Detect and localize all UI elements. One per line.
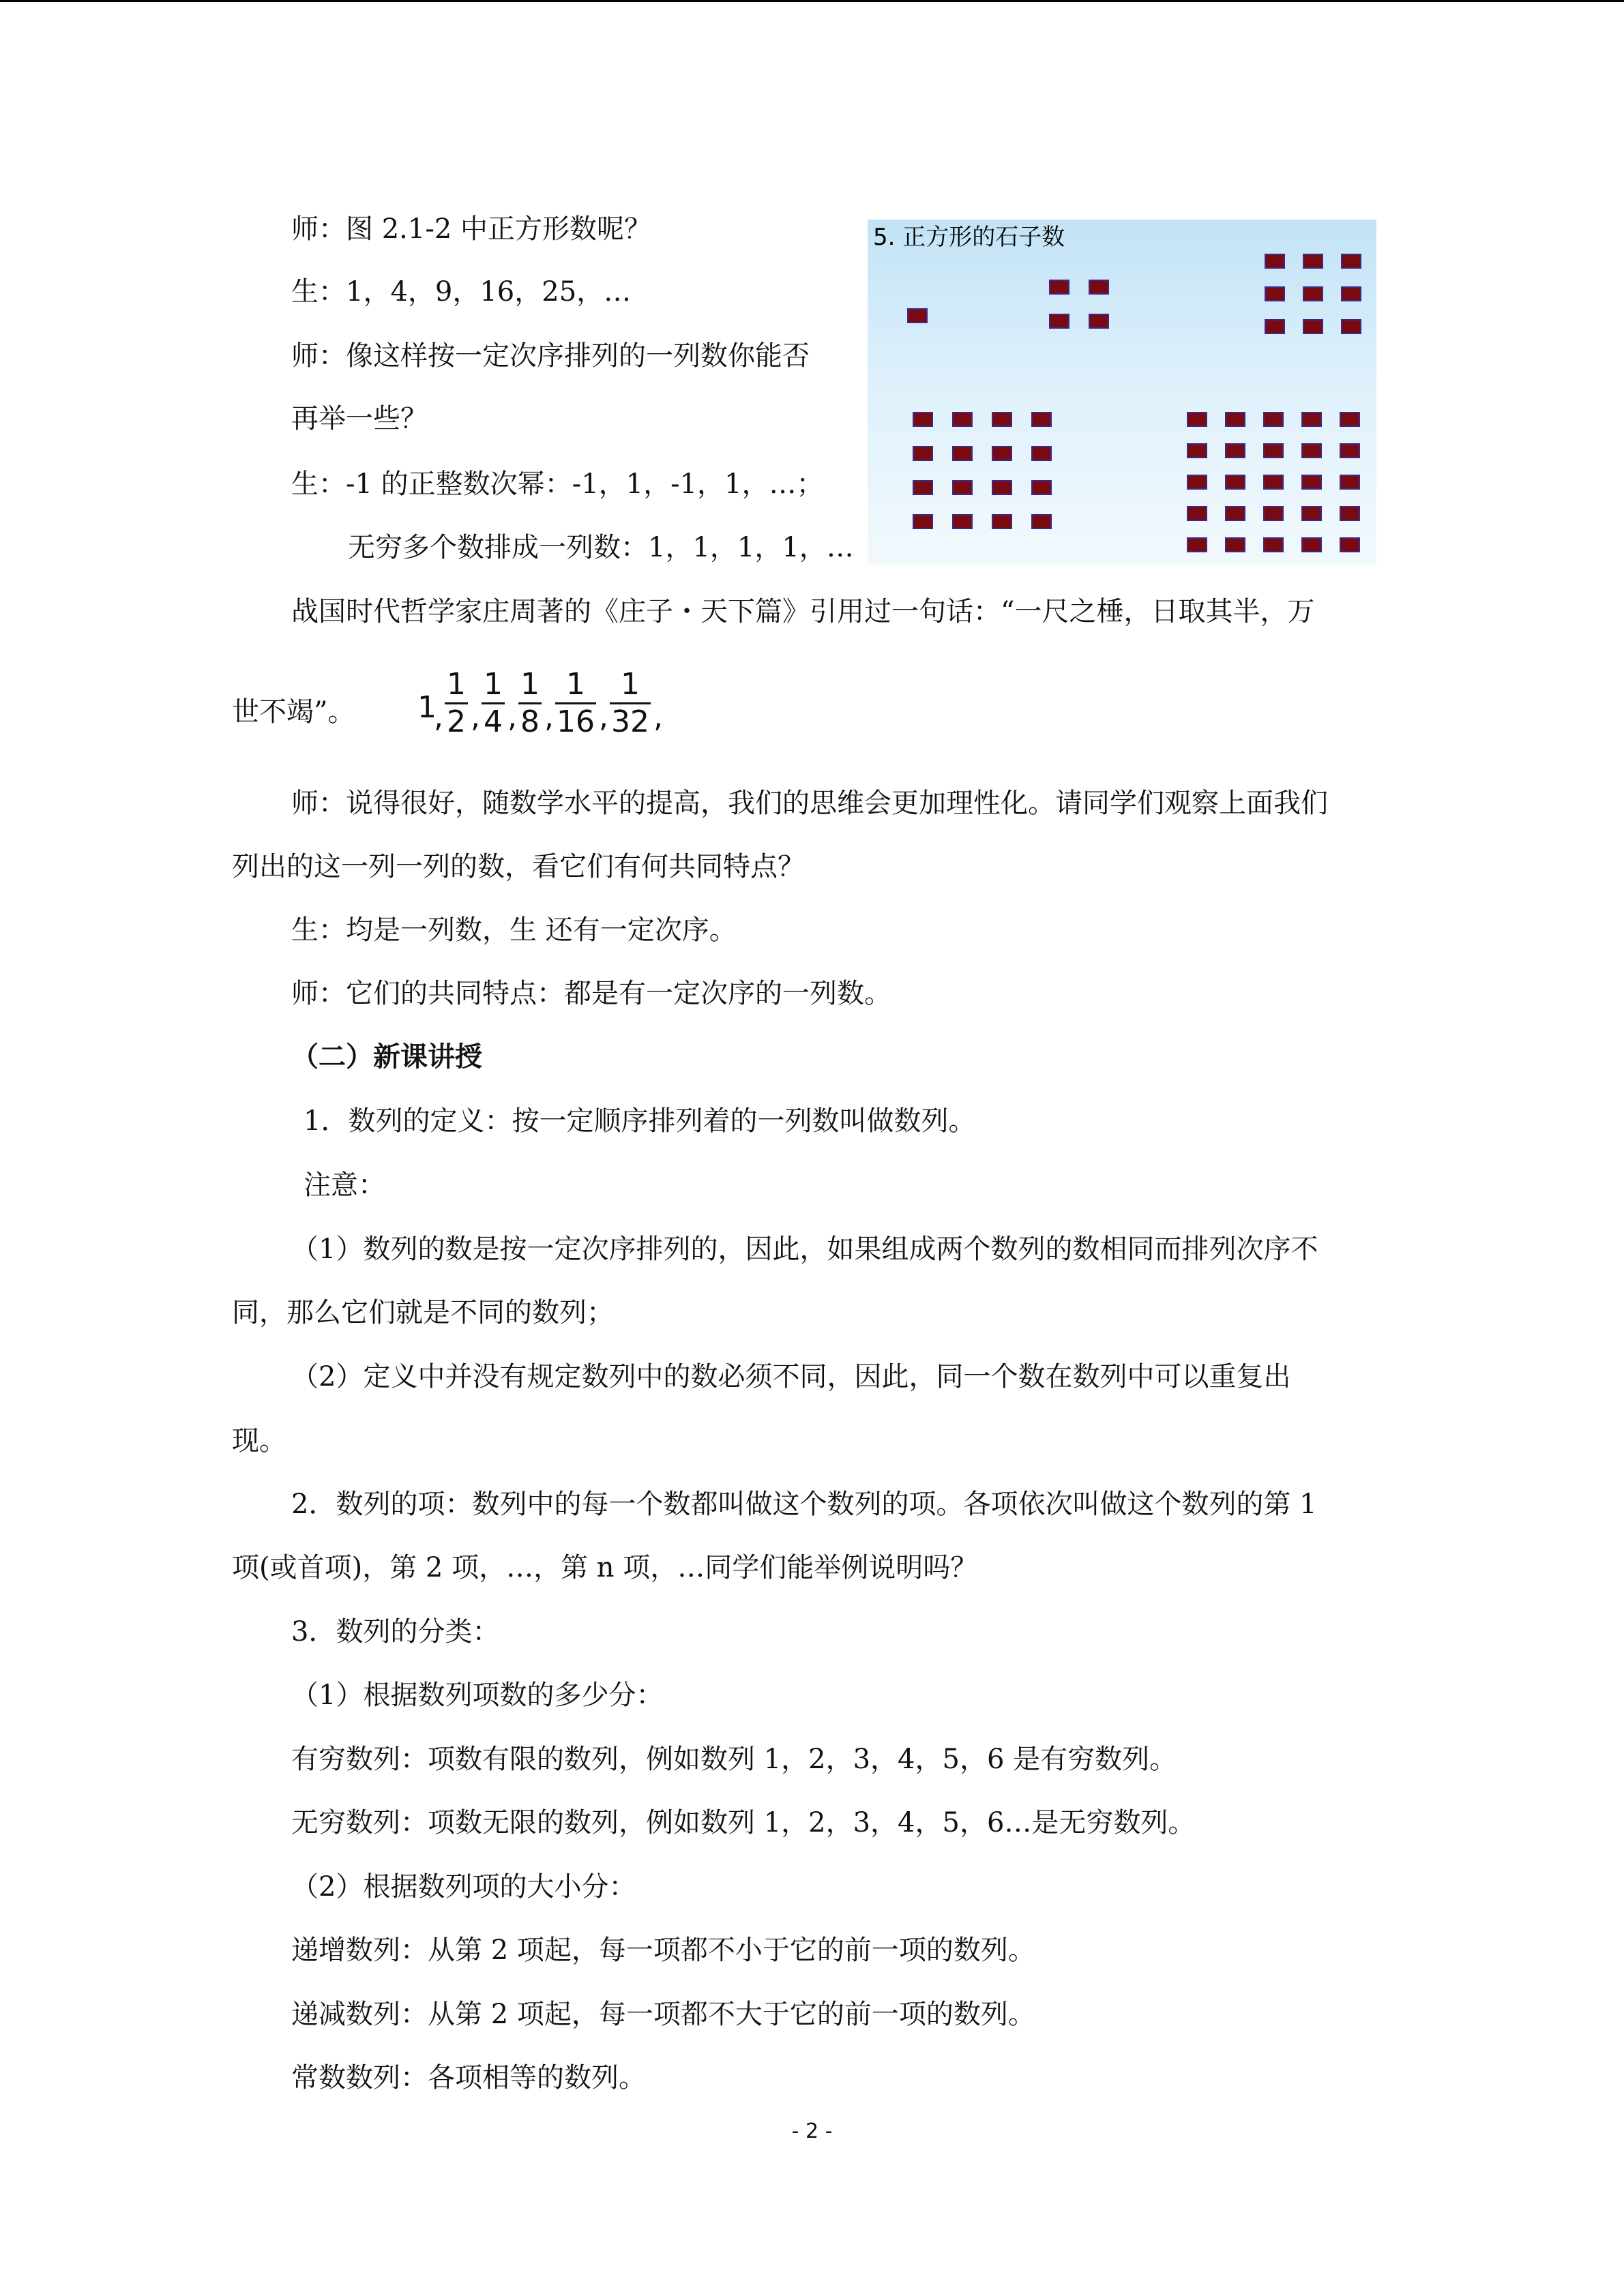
stone-square <box>1303 319 1323 334</box>
stone-square <box>1340 537 1360 552</box>
stone-square <box>1341 319 1361 334</box>
figure-caption: 5. 正方形的石子数 <box>873 224 1065 251</box>
stone-square <box>992 446 1012 461</box>
fraction-term: 1 16 <box>557 667 595 739</box>
sequence-separator: , <box>653 700 663 734</box>
text-line-20: 2．数列的项：数列中的每一个数都叫做这个数列的项。各项依次叫做这个数列的第 1 <box>291 1489 1317 1520</box>
stone-square <box>1225 443 1245 458</box>
stone-square <box>1340 475 1360 490</box>
text-line-12: 师：它们的共同特点：都是有一定次序的一列数。 <box>291 978 891 1009</box>
stone-square <box>1303 254 1323 269</box>
stone-square <box>952 514 973 529</box>
stone-square <box>1187 412 1207 427</box>
fraction-term: 1 8 <box>518 668 542 739</box>
stone-square <box>1263 506 1284 521</box>
stone-square <box>913 514 933 529</box>
stone-square <box>1089 280 1109 295</box>
stone-square <box>1341 254 1361 269</box>
stone-square <box>952 412 973 427</box>
stone-square <box>1263 475 1284 490</box>
page-number: - 2 - <box>791 2119 833 2143</box>
text-line-22: 3．数列的分类： <box>291 1616 500 1648</box>
stone-square <box>1187 506 1207 521</box>
stone-square <box>907 308 928 323</box>
stone-square <box>992 480 1012 495</box>
stone-square <box>1265 286 1285 301</box>
stone-square <box>1301 537 1322 552</box>
stone-square <box>1265 254 1285 269</box>
text-line-24: 有穷数列：项数有限的数列，例如数列 1，2，3，4，5，6 是有穷数列。 <box>291 1744 1177 1775</box>
stone-square <box>1225 412 1245 427</box>
text-line-15: 注意： <box>304 1169 385 1201</box>
text-line-6: 无穷多个数排成一列数：1，1，1，1，… <box>348 532 854 563</box>
sequence-first-term: 1 <box>417 690 437 725</box>
text-line-19: 现。 <box>232 1425 286 1457</box>
text-line-3: 师：像这样按一定次序排列的一列数你能否 <box>291 340 810 372</box>
stone-square <box>1187 475 1207 490</box>
text-line-25: 无穷数列：项数无限的数列，例如数列 1，2，3，4，5，6…是无穷数列。 <box>291 1807 1196 1838</box>
text-line-18: （2）定义中并没有规定数列中的数必须不同，因此，同一个数在数列中可以重复出 <box>291 1361 1291 1392</box>
text-line-28: 递减数列：从第 2 项起，每一项都不大于它的前一项的数列。 <box>291 1999 1035 2030</box>
stone-square <box>1301 475 1322 490</box>
stone-square <box>952 480 973 495</box>
stone-square <box>1031 514 1052 529</box>
text-line-5: 生：-1 的正整数次幂：-1，1，-1，1，…； <box>291 468 824 500</box>
page-top-border <box>0 0 1624 2</box>
fraction-term: 1 32 <box>611 667 649 739</box>
text-line-21: 项(或首项)，第 2 项，…，第 n 项，…同学们能举例说明吗？ <box>232 1552 978 1583</box>
text-line-16: （1）数列的数是按一定次序排列的，因此，如果组成两个数列的数相同而排列次序不 <box>291 1234 1318 1265</box>
stone-square <box>1263 537 1284 552</box>
text-line-9: 师：说得很好，随数学水平的提高，我们的思维会更加理性化。请同学们观察上面我们 <box>291 788 1328 819</box>
sequence-separator: , <box>507 700 517 734</box>
stone-square <box>1187 537 1207 552</box>
text-line-23: （1）根据数列项数的多少分： <box>291 1680 664 1711</box>
text-line-1: 师：图 2.1-2 中正方形数呢？ <box>291 213 652 245</box>
stone-square <box>1089 314 1109 329</box>
stone-square <box>992 412 1012 427</box>
stone-square <box>1340 506 1360 521</box>
stone-square <box>1265 319 1285 334</box>
stone-square <box>1303 286 1323 301</box>
sequence-separator: , <box>599 700 608 734</box>
text-line-27: 递增数列：从第 2 项起，每一项都不小于它的前一项的数列。 <box>291 1935 1035 1966</box>
text-line-4: 再举一些？ <box>291 403 428 434</box>
text-line-7: 战国时代哲学家庄周著的《庄子・天下篇》引用过一句话：“一尺之棰，日取其半，万 <box>291 596 1315 627</box>
stone-square <box>1263 443 1284 458</box>
stone-square <box>952 446 973 461</box>
stone-square <box>1341 286 1361 301</box>
sequence-separator: , <box>471 700 480 734</box>
stone-square <box>1049 314 1069 329</box>
stone-square <box>1225 475 1245 490</box>
stone-square <box>1031 446 1052 461</box>
stone-square <box>913 412 933 427</box>
text-line-10: 列出的这一列一列的数，看它们有何共同特点？ <box>232 851 805 882</box>
stone-square <box>1301 412 1322 427</box>
stone-square <box>1263 412 1284 427</box>
stone-square <box>913 480 933 495</box>
stone-square <box>992 514 1012 529</box>
sequence-separator: , <box>434 700 443 734</box>
stone-square <box>1340 443 1360 458</box>
fraction-term: 1 4 <box>482 668 505 739</box>
text-line-26: （2）根据数列项的大小分： <box>291 1871 636 1903</box>
stone-square <box>913 446 933 461</box>
stone-square <box>1340 412 1360 427</box>
text-line-11: 生：均是一列数，生 还有一定次序。 <box>291 914 737 946</box>
square-stones-figure <box>868 220 1376 565</box>
stone-square <box>1225 537 1245 552</box>
fraction-term: 1 2 <box>445 668 468 739</box>
stone-square <box>1225 506 1245 521</box>
stone-square <box>1031 412 1052 427</box>
stone-square <box>1301 506 1322 521</box>
text-line-17: 同，那么它们就是不同的数列； <box>232 1297 614 1328</box>
stone-square <box>1049 280 1069 295</box>
text-line-2: 生：1，4，9，16，25，… <box>291 276 632 308</box>
text-line-14: 1．数列的定义：按一定顺序排列着的一列数叫做数列。 <box>304 1105 976 1137</box>
text-line-8: 世不竭”。 <box>232 696 355 728</box>
stone-square <box>1301 443 1322 458</box>
stone-square <box>1187 443 1207 458</box>
section-heading: （二）新课讲授 <box>291 1041 482 1073</box>
stone-square <box>1031 480 1052 495</box>
sequence-separator: , <box>544 700 554 734</box>
text-line-29: 常数数列：各项相等的数列。 <box>291 2062 646 2093</box>
